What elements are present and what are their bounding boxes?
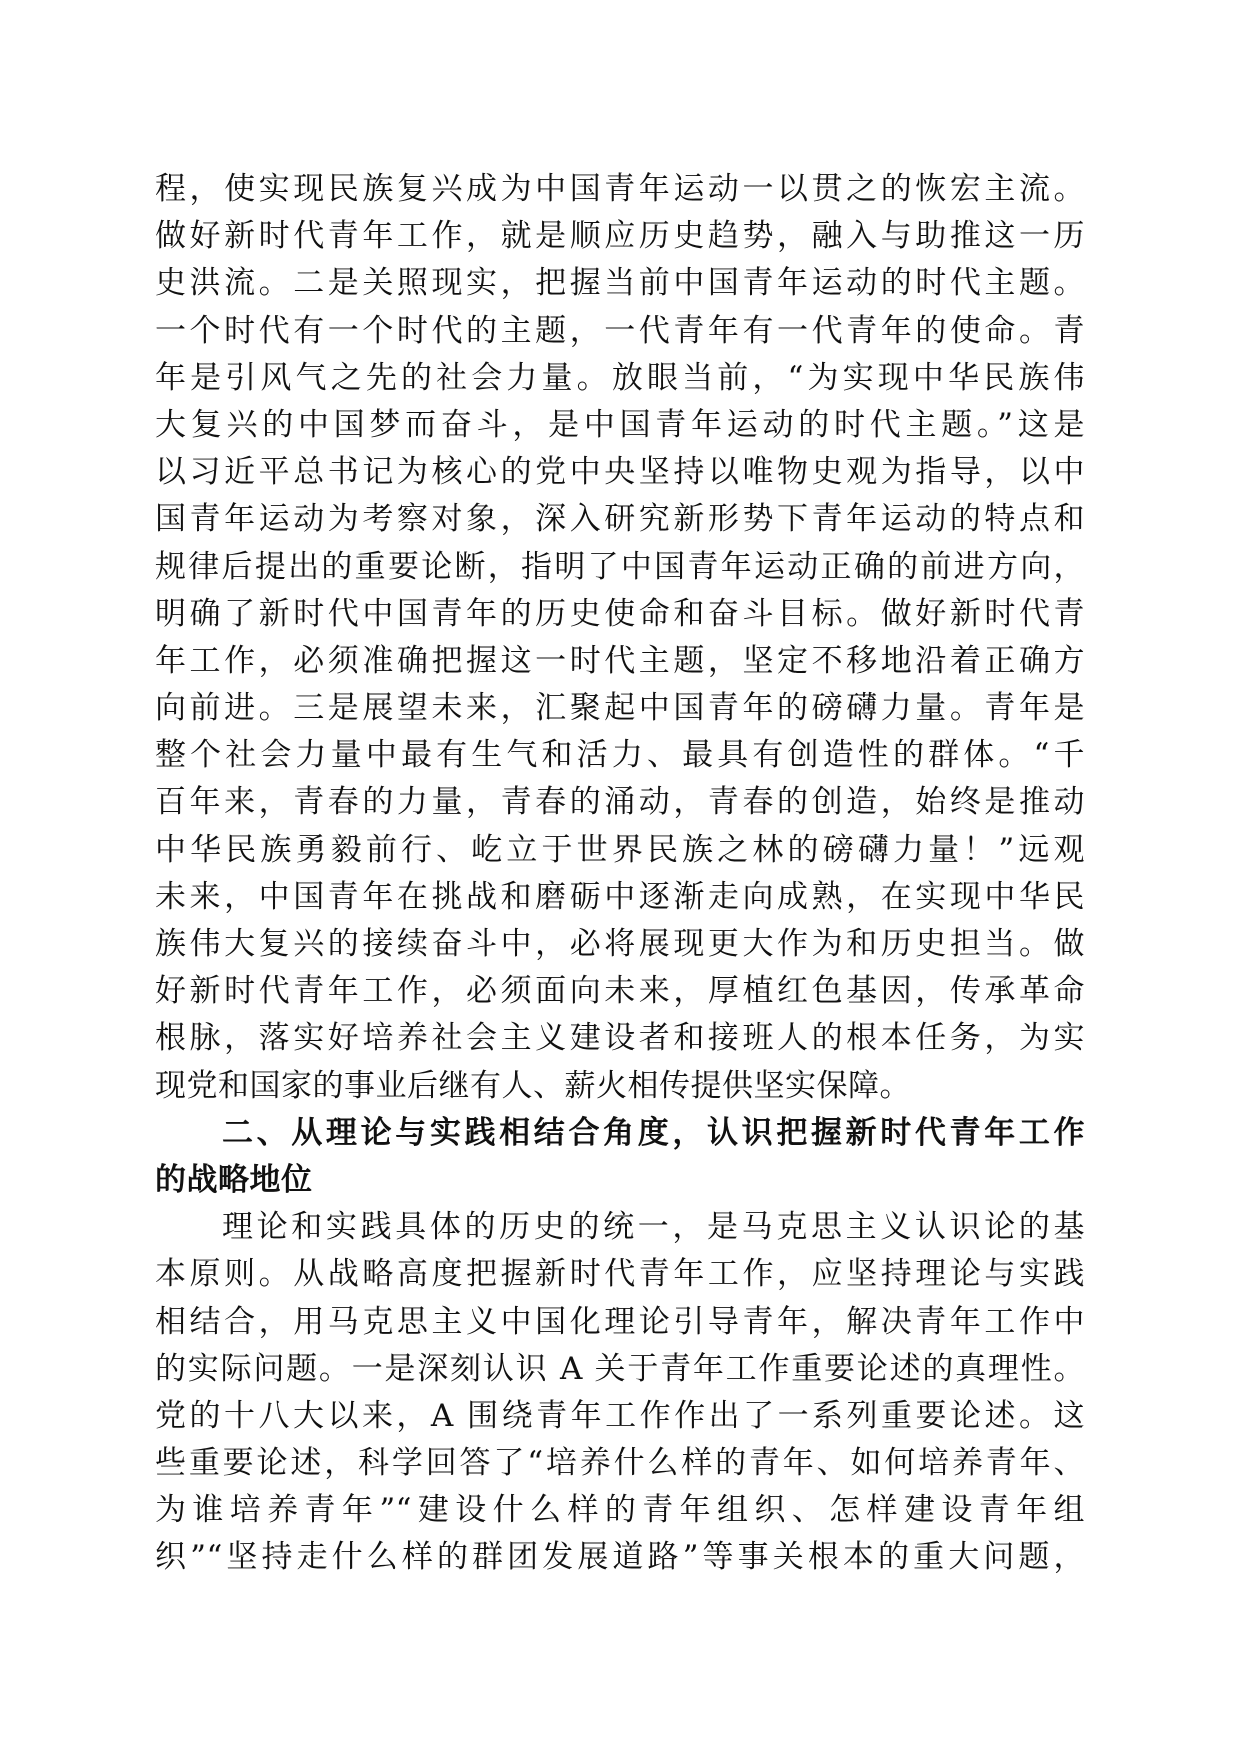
section-heading (155, 1110, 1085, 1204)
text-line: 些重要论述，科学回答了“培养什么样的青年、如何培养青年、 (155, 1445, 1085, 1482)
heading-line: 二、从理论与实践相结合角度，认识把握新时代青年工作 (222, 1114, 1085, 1151)
text-line: 现党和国家的事业后继有人、薪火相传提供坚实保障。 (155, 1067, 911, 1104)
paragraph-1 (155, 166, 1085, 1110)
text-line: 族伟大复兴的接续奋斗中，必将展现更大作为和历史担当。做 (155, 926, 1085, 962)
text-line: 根脉，落实好培养社会主义建设者和接班人的根本任务，为实 (155, 1020, 1085, 1057)
text-line: 好新时代青年工作，必须面向未来，厚植红色基因，传承革命 (155, 973, 1085, 1010)
text-line: 大复兴的中国梦而奋斗，是中国青年运动的时代主题。”这是 (155, 406, 1085, 443)
text-line: 理论和实践具体的历史的统一，是马克思主义认识论的基 (222, 1209, 1085, 1246)
text-line: 明确了新时代中国青年的历史使命和奋斗目标。做好新时代青 (155, 595, 1085, 632)
text-line: 党的十八大以来，A 围绕青年工作作出了一系列重要论述。这 (155, 1397, 1085, 1434)
text-line: 做好新时代青年工作，就是顺应历史趋势，融入与助推这一历 (155, 218, 1085, 255)
text-line: 整个社会力量中最有生气和活力、最具有创造性的群体。“千 (155, 737, 1085, 774)
text-line: 未来，中国青年在挑战和磨砺中逐渐走向成熟，在实现中华民 (155, 878, 1085, 915)
text-line: 向前进。三是展望未来，汇聚起中国青年的磅礴力量。青年是 (155, 690, 1085, 727)
text-line: 国青年运动为考察对象，深入研究新形势下青年运动的特点和 (155, 501, 1085, 538)
text-line: 的实际问题。一是深刻认识 A 关于青年工作重要论述的真理性。 (155, 1350, 1085, 1387)
document-body (155, 166, 1085, 1582)
text-line: 规律后提出的重要论断，指明了中国青年运动正确的前进方向， (155, 548, 1085, 585)
text-line: 年工作，必须准确把握这一时代主题，坚定不移地沿着正确方 (155, 642, 1085, 679)
paragraph-2 (155, 1204, 1085, 1582)
text-line: 为谁培养青年”“建设什么样的青年组织、怎样建设青年组 (155, 1492, 1085, 1529)
text-line: 本原则。从战略高度把握新时代青年工作，应坚持理论与实践 (155, 1256, 1085, 1293)
text-line: 百年来，青春的力量，青春的涌动，青春的创造，始终是推动 (155, 784, 1085, 821)
text-line: 一个时代有一个时代的主题，一代青年有一代青年的使命。青 (155, 312, 1085, 349)
text-line: 程，使实现民族复兴成为中国青年运动一以贯之的恢宏主流。 (155, 171, 1085, 207)
text-line: 相结合，用马克思主义中国化理论引导青年，解决青年工作中 (155, 1303, 1085, 1340)
text-line: 织”“坚持走什么样的群团发展道路”等事关根本的重大问题， (155, 1539, 1085, 1576)
text-line: 史洪流。二是关照现实，把握当前中国青年运动的时代主题。 (155, 265, 1085, 302)
text-line: 中华民族勇毅前行、屹立于世界民族之林的磅礴力量！”远观 (155, 831, 1085, 868)
text-line: 以习近平总书记为核心的党中央坚持以唯物史观为指导，以中 (155, 454, 1085, 491)
text-line: 年是引风气之先的社会力量。放眼当前，“为实现中华民族伟 (155, 359, 1085, 396)
heading-line: 的战略地位 (155, 1161, 313, 1198)
